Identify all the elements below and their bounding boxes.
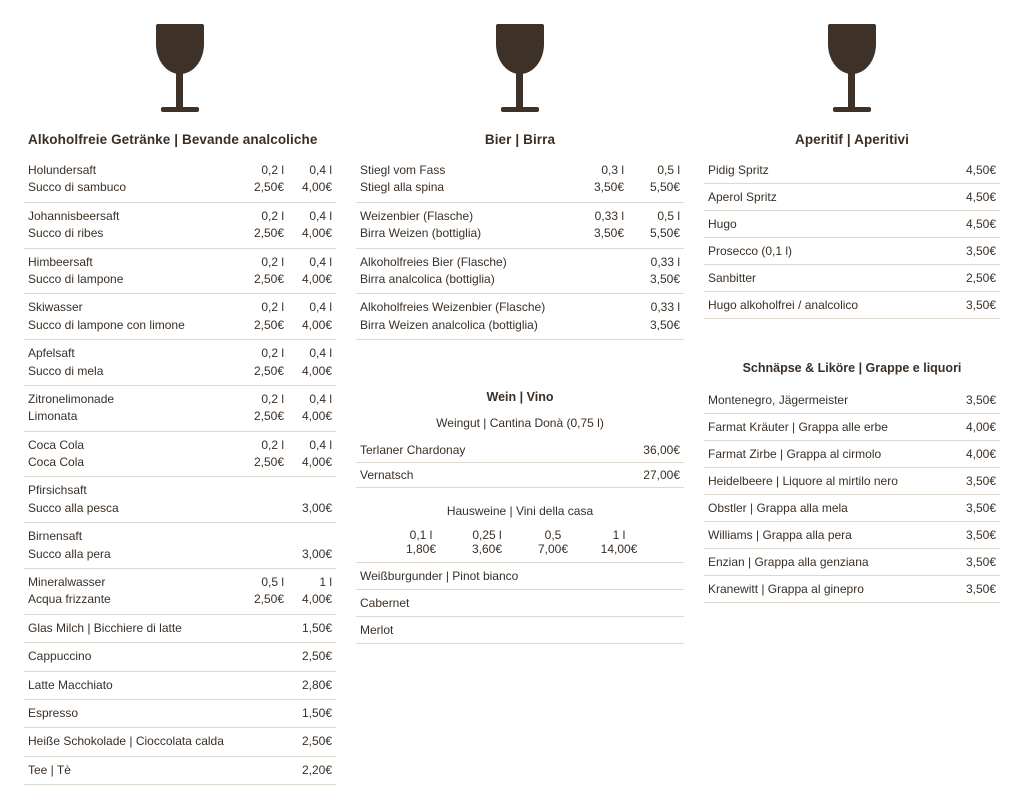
item-price: 2,50€ <box>253 455 284 470</box>
menu-row <box>704 387 1000 414</box>
item-price: 4,00€ <box>965 420 996 434</box>
item-name: Enzian | Grappa alla genziana <box>708 555 869 569</box>
menu-row <box>704 211 1000 238</box>
menu-row <box>356 157 684 203</box>
menu-row <box>704 441 1000 468</box>
item-price: 1,50€ <box>301 620 332 635</box>
house-price: 3,60€ <box>471 542 503 557</box>
item-name: Pidig Spritz <box>708 163 769 177</box>
item-name: Kranewitt | Grappa al ginepro <box>708 582 864 596</box>
menu-row <box>704 157 1000 184</box>
item-name: Aperol Spritz <box>708 190 777 204</box>
menu-row <box>356 203 684 249</box>
item-price: 4,00€ <box>301 409 332 424</box>
item-name: Obstler | Grappa alla mela <box>708 501 848 515</box>
item-name-it: Limonata <box>28 409 78 424</box>
section-title-spirits: Schnäpse & Liköre | Grappe e liquori <box>742 361 962 375</box>
item-price: 4,00€ <box>301 363 332 378</box>
menu-row <box>24 249 336 295</box>
item-size: 0,2 l <box>261 391 284 406</box>
item-price: 5,50€ <box>649 180 680 195</box>
item-price: 2,20€ <box>301 762 332 777</box>
item-name-de: Pfirsichsaft <box>28 483 87 498</box>
item-price: 3,50€ <box>965 528 996 542</box>
item-price: 2,50€ <box>253 363 284 378</box>
item-name-de: Johannisbeersaft <box>28 208 120 223</box>
menu-row <box>24 569 336 615</box>
item-name-it: Succo di lampone con limone <box>28 317 185 332</box>
menu-row <box>356 294 684 340</box>
item-name: Latte Macchiato <box>28 677 113 692</box>
item-size: 0,33 l <box>594 208 624 223</box>
item-price: 5,50€ <box>649 226 680 241</box>
item-price: 2,50€ <box>253 317 284 332</box>
item-name-it: Succo di mela <box>28 363 104 378</box>
menu-row <box>704 549 1000 576</box>
wine-glass-icon <box>356 14 684 126</box>
house-size: 1 l <box>612 528 626 543</box>
house-wine-row: Merlot <box>356 617 684 644</box>
item-price: 3,00€ <box>301 500 332 515</box>
item-price: 2,80€ <box>301 677 332 692</box>
item-name: Hugo alkoholfrei / analcolico <box>708 298 859 312</box>
menu-row <box>24 432 336 478</box>
item-name-it: Succo di lampone <box>28 271 124 286</box>
wine-name: Terlaner Chardonay <box>360 443 466 458</box>
menu-row <box>24 203 336 249</box>
item-name-de: Holundersaft <box>28 163 97 177</box>
wine-name: Vernatsch <box>360 468 414 483</box>
item-price: 3,50€ <box>965 501 996 515</box>
item-size: 0,4 l <box>309 300 332 315</box>
house-wine-row: Cabernet <box>356 590 684 617</box>
item-name-de: Stiegl vom Fass <box>360 163 446 177</box>
item-price: 4,50€ <box>965 163 996 177</box>
item-price: 2,50€ <box>253 180 284 195</box>
column-soft-drinks <box>0 14 344 777</box>
column-aperitifs-spirits <box>694 14 1024 726</box>
house-price: 7,00€ <box>537 542 569 557</box>
item-size: 0,2 l <box>261 437 284 452</box>
item-name: Espresso <box>28 705 79 720</box>
item-name: Sanbitter <box>708 271 757 285</box>
item-size: 1 l <box>319 575 332 590</box>
item-name-de: Weizenbier (Flasche) <box>360 208 474 223</box>
wine-row <box>356 463 684 488</box>
menu-row <box>24 728 336 756</box>
menu-row <box>24 386 336 432</box>
item-size: 0,2 l <box>261 208 284 223</box>
house-price: 1,80€ <box>405 542 437 557</box>
menu-row <box>24 672 336 700</box>
item-name-it: Birra Weizen analcolica (bottiglia) <box>360 317 538 332</box>
menu-row <box>704 495 1000 522</box>
item-name-de: Mineralwasser <box>28 575 106 590</box>
winery-label: Weingut | Cantina Donà (0,75 l) <box>436 416 604 431</box>
section-title-beer: Bier | Birra <box>484 132 556 147</box>
item-size: 0,4 l <box>309 254 332 269</box>
item-name-de: Birnensaft <box>28 529 83 544</box>
item-size: 0,2 l <box>261 346 284 361</box>
item-price: 4,50€ <box>965 217 996 231</box>
item-price: 3,50€ <box>649 317 680 332</box>
item-price: 4,00€ <box>301 226 332 241</box>
item-price: 2,50€ <box>965 271 996 285</box>
item-size: 0,4 l <box>309 208 332 223</box>
item-price: 2,50€ <box>253 592 284 607</box>
item-price: 1,50€ <box>301 705 332 720</box>
item-name-it: Succo di sambuco <box>28 180 127 195</box>
wine-glass-icon <box>24 14 336 126</box>
item-price: 3,50€ <box>965 555 996 569</box>
item-size: 0,33 l <box>650 254 680 269</box>
item-name-de: Coca Cola <box>28 437 85 452</box>
item-price: 3,50€ <box>965 474 996 488</box>
item-name: Montenegro, Jägermeister <box>708 393 849 407</box>
item-price: 3,50€ <box>965 582 996 596</box>
menu-row <box>24 700 336 728</box>
item-price: 2,50€ <box>301 734 332 749</box>
wine-row <box>356 438 684 463</box>
item-size: 0,2 l <box>261 254 284 269</box>
menu-row <box>704 414 1000 441</box>
column-beer-wine <box>344 14 694 726</box>
item-price: 4,00€ <box>301 592 332 607</box>
item-size: 0,4 l <box>309 391 332 406</box>
item-price: 4,50€ <box>965 190 996 204</box>
item-size: 0,5 l <box>657 163 680 177</box>
menu-row <box>704 265 1000 292</box>
house-wine-row: Weißburgunder | Pinot bianco <box>356 563 684 590</box>
item-name-it: Succo di ribes <box>28 226 104 241</box>
menu-row <box>24 615 336 643</box>
item-price: 3,00€ <box>301 546 332 561</box>
item-name-it: Stiegl alla spina <box>360 180 445 195</box>
item-name: Williams | Grappa alla pera <box>708 528 852 542</box>
item-name-it: Birra Weizen (bottiglia) <box>360 226 482 241</box>
item-price: 3,50€ <box>965 298 996 312</box>
item-price: 3,50€ <box>593 180 624 195</box>
item-name-it: Birra analcolica (bottiglia) <box>360 271 495 286</box>
menu-row <box>356 249 684 295</box>
item-size: 0,2 l <box>261 300 284 315</box>
item-name: Heidelbeere | Liquore al mirtilo nero <box>708 474 898 488</box>
section-title-aperitif: Aperitif | Aperitivi <box>794 132 910 147</box>
item-price: 3,50€ <box>649 271 680 286</box>
menu-row <box>24 643 336 671</box>
house-wine-title: Hausweine | Vini della casa <box>446 504 594 519</box>
house-size: 0,1 l <box>409 528 433 543</box>
item-size: 0,4 l <box>309 163 332 177</box>
wine-glass-icon <box>704 14 1000 126</box>
item-name: Farmat Kräuter | Grappa alle erbe <box>708 420 888 434</box>
menu-row <box>704 468 1000 495</box>
item-name: Heiße Schokolade | Cioccolata calda <box>28 734 224 749</box>
item-price: 3,50€ <box>965 393 996 407</box>
menu-row <box>704 576 1000 603</box>
item-name-de: Skiwasser <box>28 300 83 315</box>
item-size: 0,3 l <box>601 163 624 177</box>
menu-row <box>24 340 336 386</box>
house-size: 0,25 l <box>472 528 502 543</box>
item-price: 4,00€ <box>301 455 332 470</box>
wine-price: 27,00€ <box>643 468 680 483</box>
item-name-de: Zitronelimonade <box>28 391 115 406</box>
item-size: 0,5 l <box>261 575 284 590</box>
section-title-wine: Wein | Vino <box>486 390 554 405</box>
item-name: Glas Milch | Bicchiere di latte <box>28 620 182 635</box>
item-price: 2,50€ <box>253 226 284 241</box>
item-price: 2,50€ <box>253 409 284 424</box>
item-name: Cappuccino <box>28 649 92 664</box>
menu-row <box>24 757 336 785</box>
item-price: 3,50€ <box>965 244 996 258</box>
item-name: Hugo <box>708 217 737 231</box>
item-size: 0,4 l <box>309 437 332 452</box>
item-size: 0,2 l <box>261 163 284 177</box>
item-size: 0,5 l <box>657 208 680 223</box>
item-name-it: Acqua frizzante <box>28 592 111 607</box>
item-name-de: Himbeersaft <box>28 254 93 269</box>
item-price: 4,00€ <box>965 447 996 461</box>
menu-row <box>24 477 336 523</box>
item-size: 0,4 l <box>309 346 332 361</box>
section-title-soft-drinks: Alkoholfreie Getränke | Bevande analcoliche <box>28 132 318 147</box>
item-name: Prosecco (0,1 l) <box>708 244 793 258</box>
menu-row <box>24 294 336 340</box>
item-name: Farmat Zirbe | Grappa al cirmolo <box>708 447 882 461</box>
menu-row <box>704 522 1000 549</box>
item-price: 4,00€ <box>301 317 332 332</box>
item-price: 2,50€ <box>301 649 332 664</box>
item-price: 4,00€ <box>301 180 332 195</box>
item-name-de: Alkoholfreies Bier (Flasche) <box>360 254 507 269</box>
item-name-de: Apfelsaft <box>28 346 75 361</box>
house-price: 14,00€ <box>600 542 638 557</box>
house-wine-price-header <box>356 526 684 563</box>
item-name-it: Succo alla pera <box>28 546 111 561</box>
item-price: 2,50€ <box>253 271 284 286</box>
item-name: Tee | Tè <box>28 762 71 777</box>
menu-row <box>704 184 1000 211</box>
house-size: 0,5 <box>544 528 562 543</box>
item-price: 4,00€ <box>301 271 332 286</box>
menu-row <box>24 523 336 569</box>
item-name-de: Alkoholfreies Weizenbier (Flasche) <box>360 300 546 315</box>
item-name-it: Coca Cola <box>28 455 85 470</box>
wine-price: 36,00€ <box>643 443 680 458</box>
item-price: 3,50€ <box>593 226 624 241</box>
menu-row <box>704 238 1000 265</box>
item-name-it: Succo alla pesca <box>28 500 119 515</box>
item-size: 0,33 l <box>650 300 680 315</box>
menu-row <box>704 292 1000 319</box>
menu-row <box>24 157 336 203</box>
